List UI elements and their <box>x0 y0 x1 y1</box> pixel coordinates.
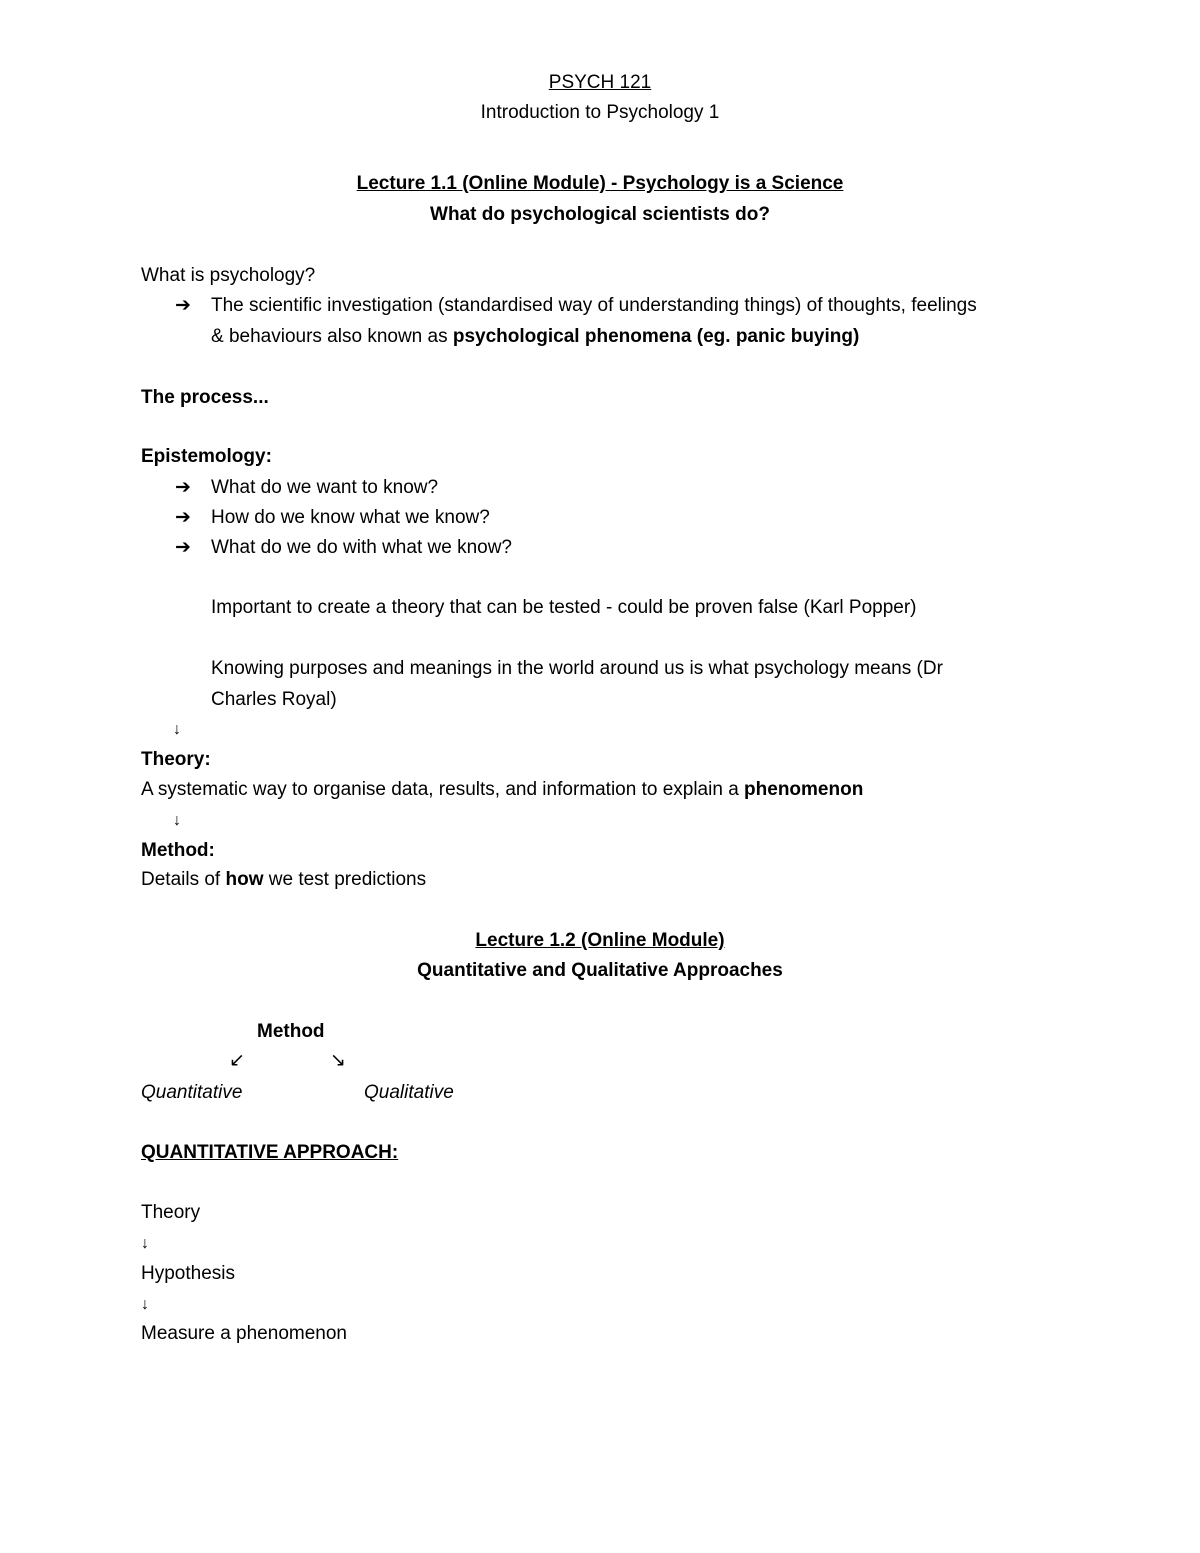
epistemology-label: Epistemology: <box>141 446 272 467</box>
lecture-1-1-heading: Lecture 1.1 (Online Module) - Psychology is a Science <box>356 173 844 194</box>
method-definition <box>141 868 426 892</box>
method-definition-text: we test predictions <box>263 869 427 890</box>
method-definition-term: how <box>225 869 264 890</box>
lecture-1-2-subheading: Quantitative and Qualitative Approaches <box>417 960 783 981</box>
epistemology-item: How do we know what we know? <box>211 507 490 528</box>
down-arrow-icon: ↓ <box>173 721 181 738</box>
method-definition-text: Details of <box>141 869 226 890</box>
flow-step-measure: Measure a phenomenon <box>141 1323 347 1344</box>
quantitative-approach-heading: QUANTITATIVE APPROACH: <box>141 1142 399 1163</box>
arrow-down-right-icon: ↘ <box>330 1050 346 1071</box>
royal-note-line-1: Knowing purposes and meanings in the world around us is what psychology means (Dr <box>211 658 943 679</box>
definition-line-2-text: & behaviours also known as <box>211 326 453 347</box>
definition-term: psychological phenomena (eg. panic buying) <box>452 326 860 347</box>
epistemology-item: What do we want to know? <box>211 477 439 498</box>
branch-qualitative: Qualitative <box>364 1082 454 1103</box>
definition-line-2 <box>211 325 859 349</box>
royal-note-line-2: Charles Royal) <box>211 689 337 710</box>
epistemology-arrow-icon: ➔ <box>175 537 191 558</box>
epistemology-arrow-icon: ➔ <box>175 507 191 528</box>
theory-definition-text: A systematic way to organise data, results, and information to explain a <box>141 779 745 800</box>
what-is-psychology-question: What is psychology? <box>141 265 316 286</box>
down-arrow-icon: ↓ <box>141 1235 149 1252</box>
epistemology-arrow-icon: ➔ <box>175 477 191 498</box>
definition-arrow-icon: ➔ <box>175 295 191 316</box>
flow-step-hypothesis: Hypothesis <box>141 1263 235 1284</box>
popper-note: Important to create a theory that can be tested - could be proven false (Karl Popper) <box>211 597 917 618</box>
arrow-down-left-icon: ↙ <box>229 1050 245 1071</box>
theory-definition <box>141 778 863 802</box>
method-root-label: Method <box>257 1021 325 1042</box>
lecture-1-1-subheading: What do psychological scientists do? <box>430 204 770 225</box>
flow-step-theory: Theory <box>141 1202 201 1223</box>
method-label: Method: <box>141 840 215 861</box>
down-arrow-icon: ↓ <box>141 1296 149 1313</box>
course-code: PSYCH 121 <box>548 72 652 93</box>
lecture-1-2-heading: Lecture 1.2 (Online Module) <box>475 930 725 951</box>
branch-quantitative: Quantitative <box>141 1082 243 1103</box>
theory-label: Theory: <box>141 749 211 770</box>
process-label: The process... <box>141 387 269 408</box>
definition-line-1: The scientific investigation (standardised way of understanding things) of thoughts, feelings <box>211 295 977 316</box>
epistemology-item: What do we do with what we know? <box>211 537 512 558</box>
down-arrow-icon: ↓ <box>173 812 181 829</box>
course-title: Introduction to Psychology 1 <box>480 102 720 123</box>
theory-definition-term: phenomenon <box>744 779 864 800</box>
